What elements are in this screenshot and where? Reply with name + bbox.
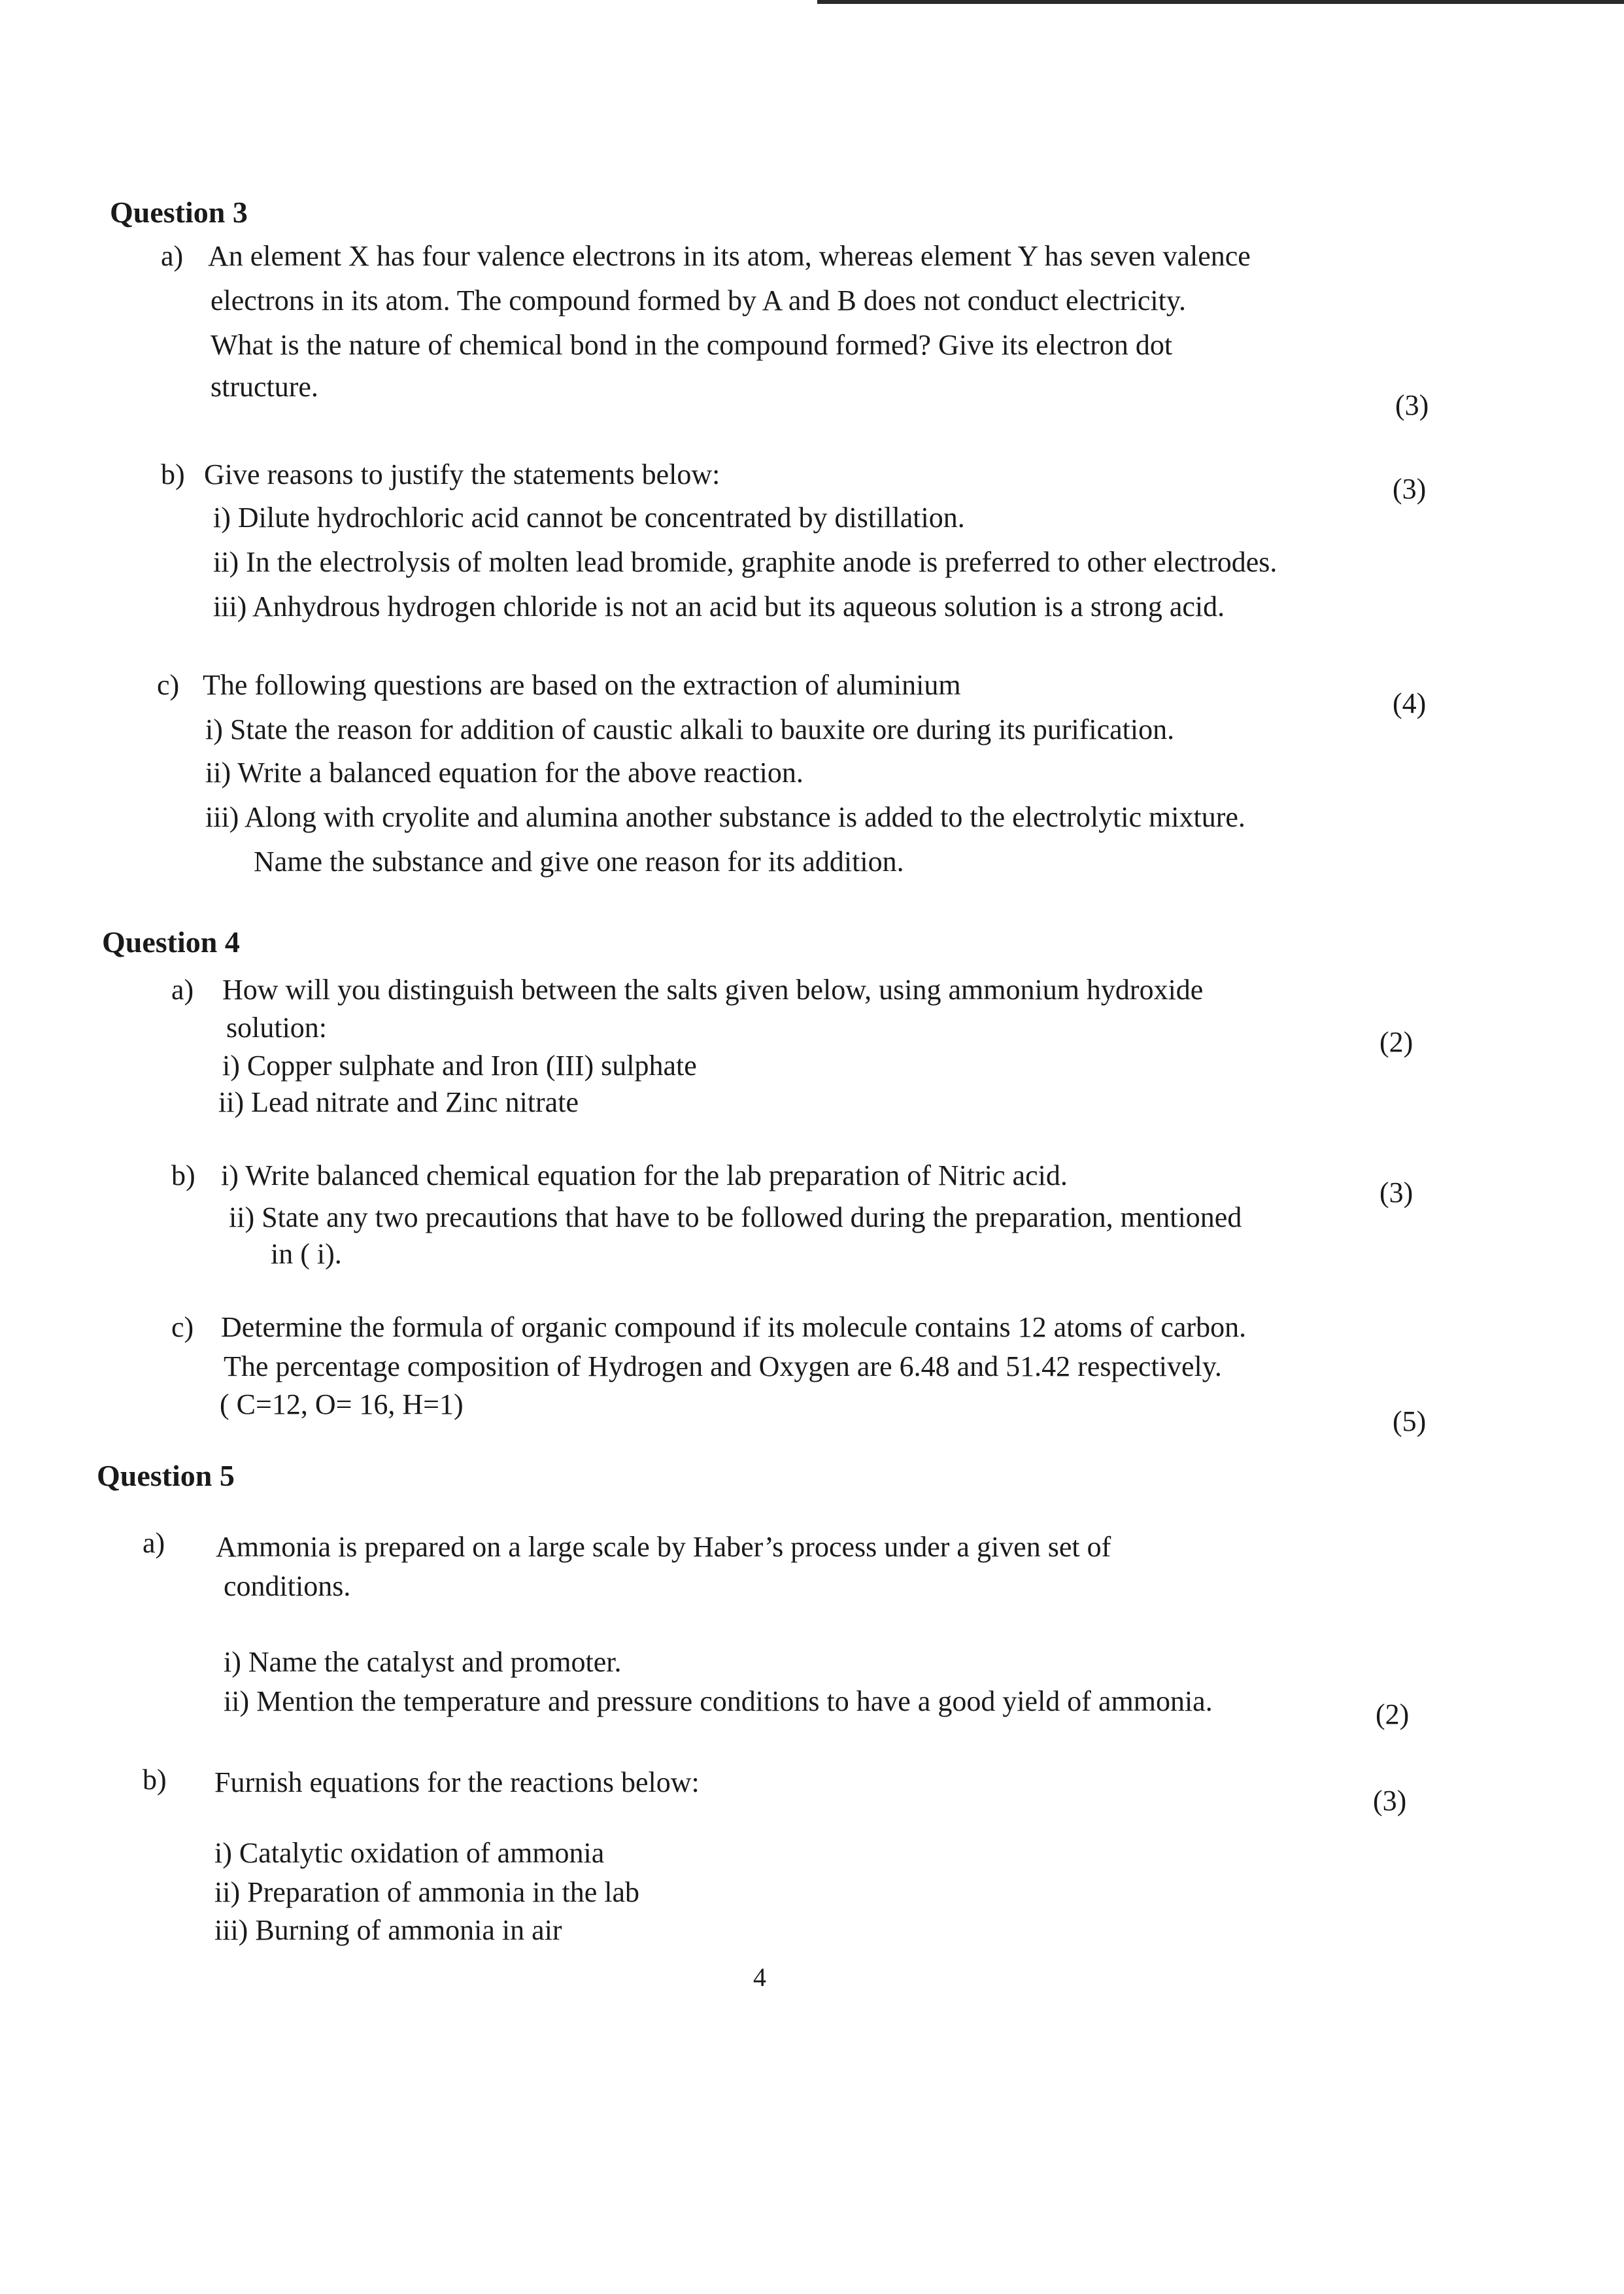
q4b-line-1: i) Write balanced chemical equation for the lab preparation of Nitric acid.: [221, 1159, 1068, 1191]
q3a-line-3: What is the nature of chemical bond in the compound formed? Give its electron dot: [211, 329, 1173, 361]
q4c-label: c): [171, 1311, 194, 1343]
q3b-text: Give reasons to justify the statements below:: [204, 458, 720, 490]
page-number: 4: [753, 1962, 766, 1992]
q4a-line-3: i) Copper sulphate and Iron (III) sulphate: [222, 1050, 697, 1082]
q5b-item-3: iii) Burning of ammonia in air: [214, 1914, 562, 1946]
q5b-marks: (3): [1373, 1785, 1407, 1817]
q3c-item-4: Name the substance and give one reason for its addition.: [254, 846, 904, 878]
q5b-label: b): [143, 1764, 167, 1796]
q5a-line-1: Ammonia is prepared on a large scale by Haber’s process under a given set of: [216, 1531, 1111, 1563]
q5a-line-4: ii) Mention the temperature and pressure conditions to have a good yield of ammonia.: [224, 1685, 1213, 1717]
question-5-heading: Question 5: [97, 1459, 235, 1492]
q4b-line-3: in ( i).: [271, 1238, 342, 1270]
q3a-line-4: structure.: [211, 371, 318, 403]
q4a-line-2: solution:: [226, 1012, 328, 1044]
q3c-item-3: iii) Along with cryolite and alumina another substance is added to the electrolytic mixture.: [205, 801, 1245, 833]
q3b-item-2: ii) In the electrolysis of molten lead bromide, graphite anode is preferred to other electrodes.: [213, 546, 1277, 578]
q3a-line-2: electrons in its atom. The compound formed by A and B does not conduct electricity.: [211, 284, 1187, 317]
q5b-text: Furnish equations for the reactions below:: [214, 1766, 700, 1798]
q4b-marks: (3): [1379, 1176, 1413, 1208]
q4c-line-3: ( C=12, O= 16, H=1): [220, 1388, 464, 1420]
q4c-line-1: Determine the formula of organic compound if its molecule contains 12 atoms of carbon.: [221, 1311, 1247, 1343]
q3b-label: b): [161, 458, 185, 490]
q4a-line-4: ii) Lead nitrate and Zinc nitrate: [218, 1086, 579, 1118]
q4b-line-2: ii) State any two precautions that have to be followed during the preparation, mentioned: [229, 1201, 1242, 1233]
q3c-label: c): [157, 669, 180, 701]
q5a-line-2: conditions.: [224, 1570, 351, 1602]
question-3-heading: Question 3: [110, 196, 248, 229]
q5a-label: a): [143, 1527, 165, 1559]
top-border-line: [817, 0, 1624, 4]
q5b-item-2: ii) Preparation of ammonia in the lab: [214, 1876, 640, 1908]
q5b-item-1: i) Catalytic oxidation of ammonia: [214, 1837, 605, 1869]
q3a-line-1: An element X has four valence electrons in its atom, whereas element Y has seven valence: [208, 240, 1251, 272]
question-4-heading: Question 4: [102, 925, 240, 959]
q3c-text: The following questions are based on the extraction of aluminium: [203, 669, 961, 701]
q4b-label: b): [171, 1159, 195, 1191]
q3c-item-1: i) State the reason for addition of caustic alkali to bauxite ore during its purification.: [205, 713, 1175, 745]
q4c-line-2: The percentage composition of Hydrogen and Oxygen are 6.48 and 51.42 respectively.: [224, 1350, 1222, 1382]
q4a-line-1: How will you distinguish between the salts given below, using ammonium hydroxide: [222, 974, 1204, 1006]
q3a-label: a): [161, 240, 184, 272]
q3b-marks: (3): [1393, 473, 1427, 505]
q3c-item-2: ii) Write a balanced equation for the above reaction.: [205, 757, 804, 789]
q5a-marks: (2): [1376, 1698, 1410, 1730]
q3a-marks: (3): [1395, 389, 1429, 421]
q3c-marks: (4): [1393, 687, 1427, 719]
q4c-marks: (5): [1393, 1405, 1427, 1437]
q4a-marks: (2): [1379, 1026, 1413, 1058]
q3b-item-1: i) Dilute hydrochloric acid cannot be concentrated by distillation.: [213, 502, 965, 534]
q5a-line-3: i) Name the catalyst and promoter.: [224, 1646, 622, 1678]
q4a-label: a): [171, 974, 194, 1006]
q3b-item-3: iii) Anhydrous hydrogen chloride is not an acid but its aqueous solution is a strong acid.: [213, 591, 1225, 623]
